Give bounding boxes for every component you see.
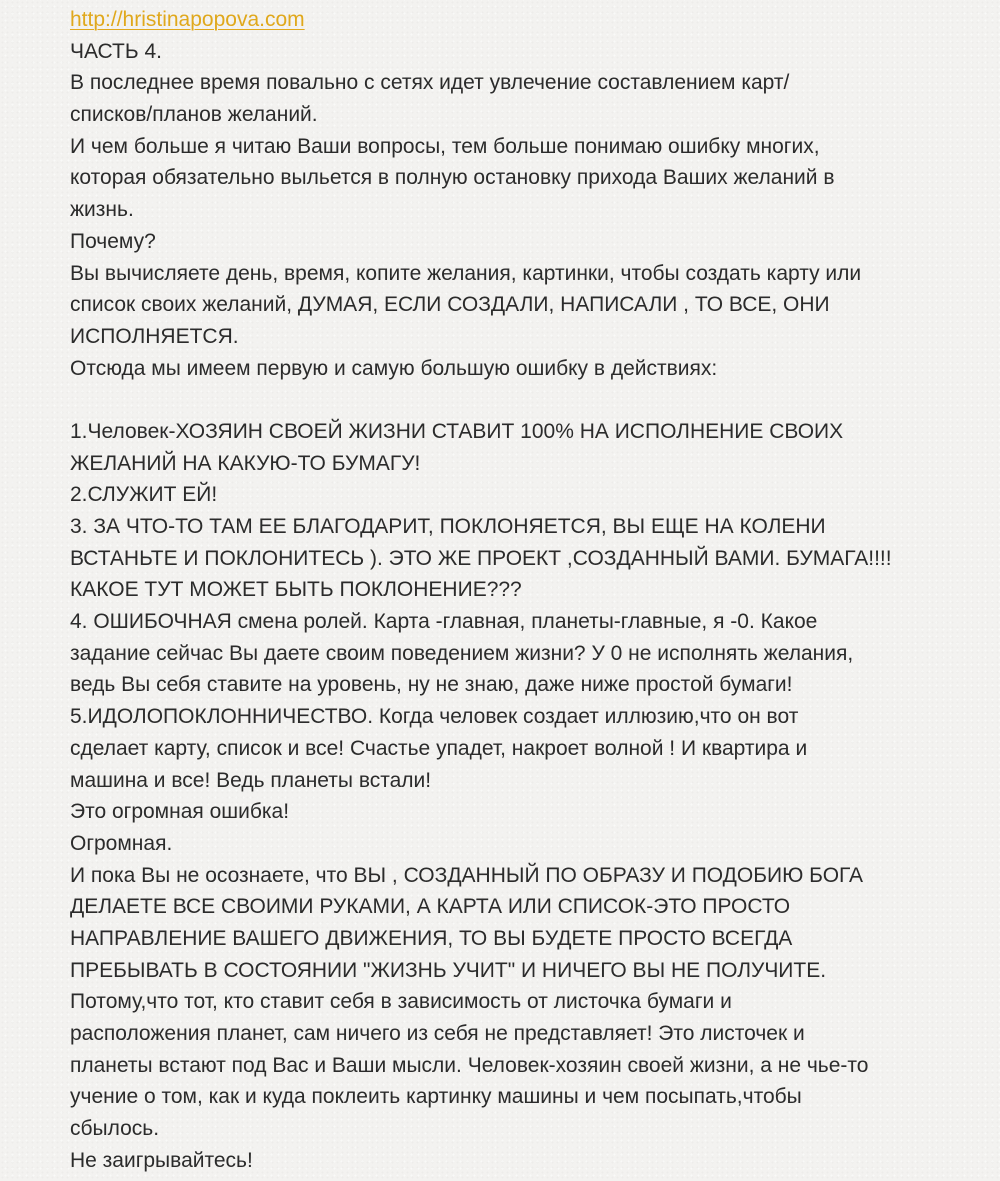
text-line: 3. ЗА ЧТО-ТО ТАМ ЕЕ БЛАГОДАРИТ, ПОКЛОНЯЕТСЯ, ВЫ ЕЩЕ НА КОЛЕНИ (70, 515, 826, 538)
website-link[interactable]: http://hristinapopova.com (70, 8, 305, 31)
text-line: В последнее время повально с сетях идет увлечение составлением карт/ (70, 71, 790, 95)
text-line: расположения планет, сам ничего из себя не представляет! Это листочек и (70, 1022, 805, 1045)
text-line: 5.ИДОЛОПОКЛОННИЧЕСТВО. Когда человек создает иллюзию,что он вот (70, 705, 799, 729)
text-line: Потому,что тот, кто ставит себя в зависимость от листочка бумаги и (70, 990, 732, 1014)
note-text (70, 36, 990, 1177)
text-line: Не заигрывайтесь! (70, 1148, 253, 1172)
text-line: И чем больше я читаю Ваши вопросы, тем больше понимаю ошибку многих, (70, 134, 820, 158)
text-line: ПРЕБЫВАТЬ В СОСТОЯНИИ "ЖИЗНЬ УЧИТ" И НИЧЕГО ВЫ НЕ ПОЛУЧИТЕ. (70, 958, 827, 982)
blank-line (70, 384, 990, 416)
text-line: Огромная. (70, 831, 173, 855)
text-line: 2.СЛУЖИТ ЕЙ! (70, 483, 218, 507)
text-line: ВСТАНЬТЕ И ПОКЛОНИТЕСЬ ). ЭТО ЖЕ ПРОЕКТ ,СОЗДАННЫЙ ВАМИ. БУМАГА!!!! (70, 546, 892, 570)
text-line: которая обязательно выльется в полную остановку прихода Ваших желаний в (70, 166, 835, 190)
text-line: ДЕЛАЕТЕ ВСЕ СВОИМИ РУКАМИ, А КАРТА ИЛИ СПИСОК-ЭТО ПРОСТО (70, 895, 791, 919)
text-line: жизнь. (70, 198, 134, 222)
text-line: списков/планов желаний. (70, 103, 318, 127)
text-line: ЧАСТЬ 4. (70, 39, 162, 63)
text-line: ИСПОЛНЯЕТСЯ. (70, 324, 239, 348)
text-line: ведь Вы себя ставите на уровень, ну не знаю, даже ниже простой бумаги! (70, 673, 793, 697)
text-line: И пока Вы не осознаете, что ВЫ , СОЗДАННЫЙ ПО ОБРАЗУ И ПОДОБИЮ БОГА (70, 863, 864, 887)
note-body (70, 4, 990, 1176)
text-line: Отсюда мы имеем первую и самую большую ошибку в действиях: (70, 356, 718, 380)
text-line: Это огромная ошибка! (70, 800, 290, 824)
text-line: задание сейчас Вы даете своим поведением жизни? У 0 не исполнять желания, (70, 641, 854, 665)
text-line: сбылось. (70, 1117, 160, 1141)
text-line: сделает карту, список и все! Счастье упадет, накроет волной ! И квартира и (70, 736, 808, 760)
text-line: НАПРАВЛЕНИЕ ВАШЕГО ДВИЖЕНИЯ, ТО ВЫ БУДЕТЕ ПРОСТО ВСЕГДА (70, 926, 793, 950)
text-line: Почему? (70, 229, 156, 253)
text-line: машина и все! Ведь планеты встали! (70, 768, 432, 792)
text-line: список своих желаний, ДУМАЯ, ЕСЛИ СОЗДАЛИ, НАПИСАЛИ , ТО ВСЕ, ОНИ (70, 293, 830, 317)
text-line: 1.Человек-ХОЗЯИН СВОЕЙ ЖИЗНИ СТАВИТ 100% НА ИСПОЛНЕНИЕ СВОИХ (70, 419, 844, 443)
text-line: КАКОЕ ТУТ МОЖЕТ БЫТЬ ПОКЛОНЕНИЕ??? (70, 578, 522, 602)
text-line: 4. ОШИБОЧНАЯ смена ролей. Карта -главная, планеты-главные, я -0. Какое (70, 610, 818, 634)
text-line: учение о том, как и куда поклеить картинку машины и чем посыпать,чтобы (70, 1085, 802, 1109)
text-line: планеты встают под Вас и Ваши мысли. Человек-хозяин своей жизни, а не чье-то (70, 1053, 869, 1077)
text-line: Вы вычисляете день, время, копите желания, картинки, чтобы создать карту или (70, 261, 862, 285)
text-line: ЖЕЛАНИЙ НА КАКУЮ-ТО БУМАГУ! (70, 451, 421, 475)
